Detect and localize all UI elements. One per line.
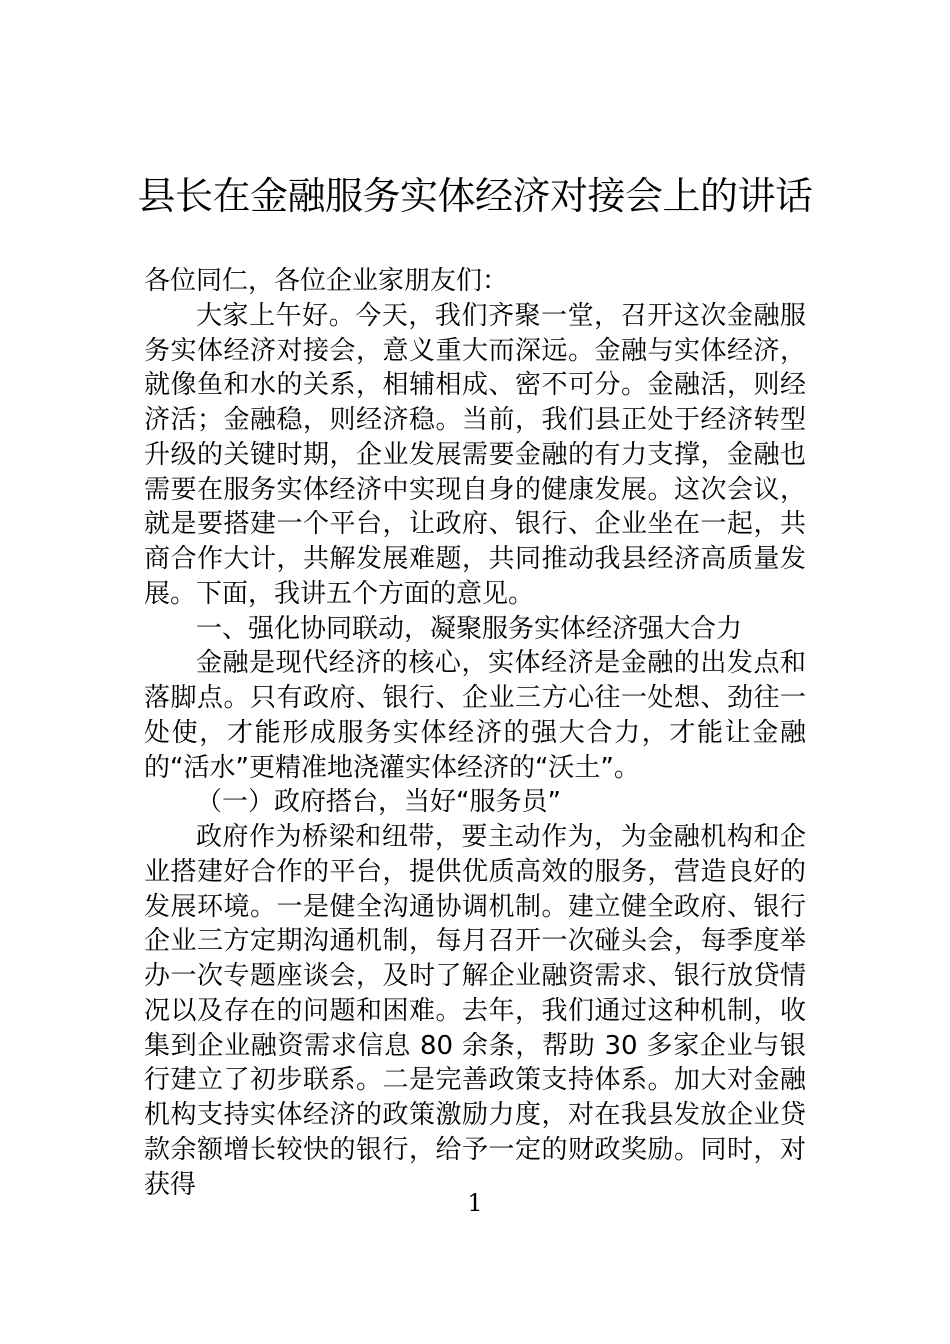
document-body [144,264,806,1202]
document-title: 县长在金融服务实体经济对接会上的讲话 [137,174,813,218]
salutation: 各位同仁，各位企业家朋友们： [144,266,509,296]
page-number: 1 [467,1189,483,1217]
section-heading: 一、强化协同联动，凝聚服务实体经济强大合力 [196,613,743,644]
paragraph-government-service: 政府作为桥梁和纽带，要主动作为，为金融机构和企业搭建好合作的平台，提供优质高效的服务，营造良好的发展环境。一是健全沟通协调机制。建立健全政府、银行企业三方定期沟通机制，每月召开一次碰头会，每季度举办一次专题座谈会，及时了解企业融资需求、银行放贷情况以及存在的问题和困难。去年，我们通过这种机制，收集到企业融资需求信息 80 余条，帮助 30 多家企业与银行建立了初步联系。二是完善政策支持体系。加大对金融机构支持实体经济的政策激励力度，对在我县发放企业贷款余额增长较快的银行，给予一定的财政奖励。同时，对获得 [144,822,806,1200]
subsection-heading: （一）政府搭台，当好“服务员” [196,787,561,818]
paragraph-opening: 大家上午好。今天，我们齐聚一堂，召开这次金融服务实体经济对接会，意义重大而深远。金融与实体经济，就像鱼和水的关系，相辅相成、密不可分。金融活，则经济活；金融稳，则经济稳。当前，我们县正处于经济转型升级的关键时期，企业发展需要金融的有力支撑，金融也需要在服务实体经济中实现自身的健康发展。这次会议，就是要搭建一个平台，让政府、银行、企业坐在一起，共商合作大计，共解发展难题，共同推动我县经济高质量发展。下面，我讲五个方面的意见。 [144,300,806,609]
paragraph-section-intro: 金融是现代经济的核心，实体经济是金融的出发点和落脚点。只有政府、银行、企业三方心往一处想、劲往一处使，才能形成服务实体经济的强大合力，才能让金融的“活水”更精准地浇灌实体经济的“沃土”。 [144,648,806,783]
